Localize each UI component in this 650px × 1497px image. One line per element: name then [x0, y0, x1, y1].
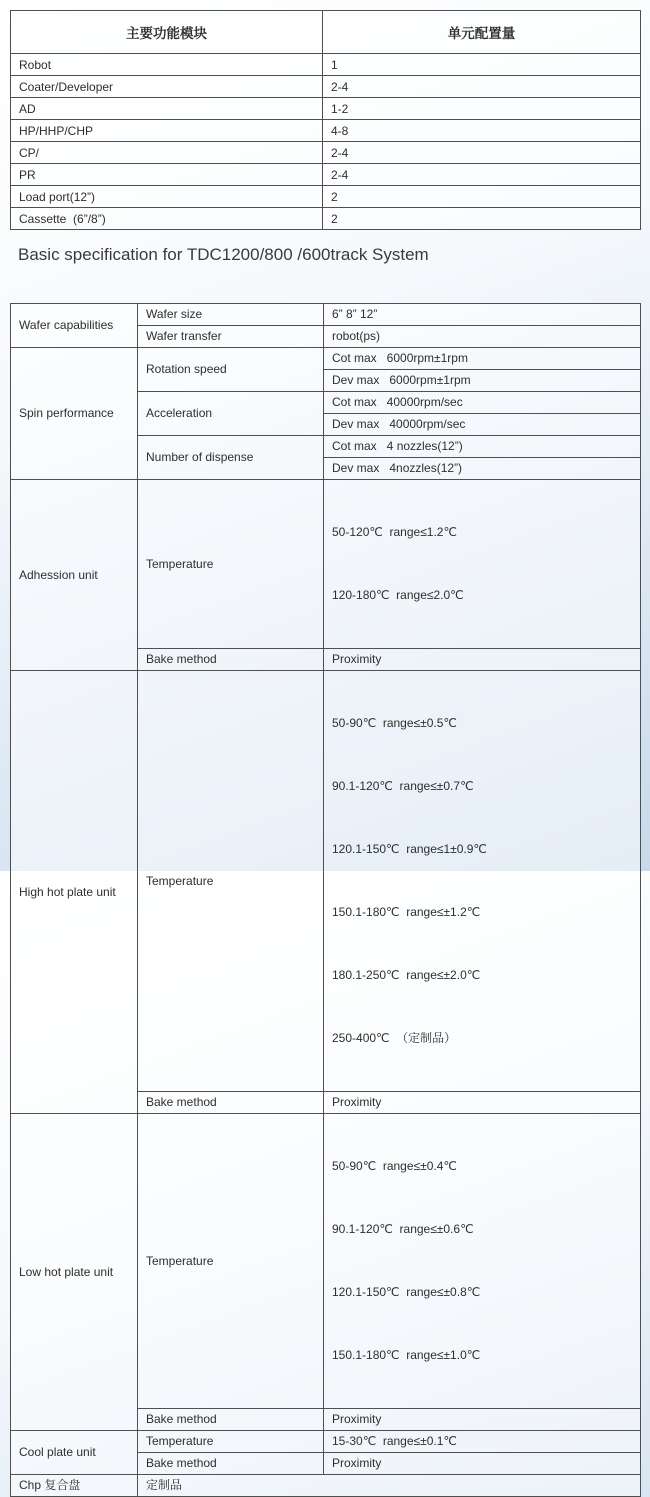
temp-line: 180.1-250℃ range≤±2.0℃: [332, 968, 481, 982]
module-name-cell: PR: [11, 164, 323, 186]
table-row: [11, 54, 641, 76]
temp-line: 120.1-150℃ range≤±0.8℃: [332, 1285, 481, 1299]
temp-line: 150.1-180℃ range≤±1.0℃: [332, 1348, 481, 1362]
value-cell: Dev max 6000rpm±1rpm: [324, 370, 641, 392]
module-qty-cell: 1: [323, 54, 641, 76]
module-qty-cell: 2: [323, 208, 641, 230]
module-name-cell: Load port(12”): [11, 186, 323, 208]
param-cell: Temperature: [138, 480, 324, 649]
table-row: [11, 164, 641, 186]
group-cell-adhession-unit: Adhession unit: [11, 480, 138, 671]
temp-line: 50-90℃ range≤±0.4℃: [332, 1159, 457, 1173]
table-row: [11, 480, 641, 649]
value-cell: robot(ps): [324, 326, 641, 348]
table-row: [11, 1114, 641, 1409]
value-cell: Dev max 40000rpm/sec: [324, 414, 641, 436]
group-cell-spin-performance: Spin performance: [11, 348, 138, 480]
module-name-cell: AD: [11, 98, 323, 120]
value-cell: Proximity: [324, 649, 641, 671]
module-name-cell: Cassette (6”/8”): [11, 208, 323, 230]
table-row: [11, 186, 641, 208]
param-cell: Number of dispense: [138, 436, 324, 480]
table-row: [11, 348, 641, 370]
param-cell: Rotation speed: [138, 348, 324, 392]
table-row: [11, 208, 641, 230]
page-title: Basic specification for TDC1200/800 /600track System: [18, 245, 429, 264]
value-cell: Proximity: [324, 1409, 641, 1431]
temp-line: 120-180℃ range≤2.0℃: [332, 588, 464, 602]
temp-line: 90.1-120℃ range≤±0.6℃: [332, 1222, 474, 1236]
table-row: [11, 304, 641, 326]
value-cell: Cot max 6000rpm±1rpm: [324, 348, 641, 370]
value-cell-multiline: [324, 671, 641, 1092]
param-cell: Temperature: [138, 1431, 324, 1453]
group-cell-high-hot-plate-unit: High hot plate unit: [11, 671, 138, 1114]
group-cell-chp: Chp 复合盘: [11, 1475, 138, 1497]
table-row: [11, 142, 641, 164]
value-cell: 6” 8” 12”: [324, 304, 641, 326]
param-cell: Temperature: [138, 671, 324, 1092]
param-cell: Bake method: [138, 649, 324, 671]
param-cell: Wafer size: [138, 304, 324, 326]
param-cell: Bake method: [138, 1409, 324, 1431]
modules-table: [10, 10, 641, 230]
module-name-cell: CP/: [11, 142, 323, 164]
param-cell: Bake method: [138, 1092, 324, 1114]
temp-line: 120.1-150℃ range≤1±0.9℃: [332, 842, 487, 856]
table-row: [11, 1475, 641, 1497]
temp-line: 90.1-120℃ range≤±0.7℃: [332, 779, 474, 793]
table-row: [11, 1431, 641, 1453]
module-qty-cell: 2: [323, 186, 641, 208]
value-cell: Cot max 4 nozzles(12”): [324, 436, 641, 458]
param-cell: Acceleration: [138, 392, 324, 436]
module-qty-cell: 4-8: [323, 120, 641, 142]
value-cell: Proximity: [324, 1092, 641, 1114]
modules-header-qty: 单元配置量: [323, 11, 641, 54]
param-cell: Wafer transfer: [138, 326, 324, 348]
value-cell: Cot max 40000rpm/sec: [324, 392, 641, 414]
module-qty-cell: 2-4: [323, 164, 641, 186]
module-qty-cell: 2-4: [323, 142, 641, 164]
module-qty-cell: 1-2: [323, 98, 641, 120]
group-cell-cool-plate-unit: Cool plate unit: [11, 1431, 138, 1475]
value-cell: 15-30℃ range≤±0.1℃: [324, 1431, 641, 1453]
temp-line: 250-400℃ （定制品）: [332, 1031, 457, 1045]
module-name-cell: HP/HHP/CHP: [11, 120, 323, 142]
value-cell: 定制品: [138, 1475, 641, 1497]
temp-line: 50-90℃ range≤±0.5℃: [332, 716, 457, 730]
value-cell: Dev max 4nozzles(12”): [324, 458, 641, 480]
modules-header-row: [11, 11, 641, 54]
table-row: [11, 76, 641, 98]
module-qty-cell: 2-4: [323, 76, 641, 98]
table-row: [11, 98, 641, 120]
temp-line: 150.1-180℃ range≤±1.2℃: [332, 905, 481, 919]
group-cell-wafer-capabilities: Wafer capabilities: [11, 304, 138, 348]
value-cell-multiline: [324, 1114, 641, 1409]
table-row: [11, 120, 641, 142]
table-row: [11, 671, 641, 1092]
value-cell: Proximity: [324, 1453, 641, 1475]
value-cell-multiline: [324, 480, 641, 649]
param-cell: Temperature: [138, 1114, 324, 1409]
temp-line: 50-120℃ range≤1.2℃: [332, 525, 457, 539]
group-cell-low-hot-plate-unit: Low hot plate unit: [11, 1114, 138, 1431]
param-cell: Bake method: [138, 1453, 324, 1475]
module-name-cell: Coater/Developer: [11, 76, 323, 98]
spec-table: [10, 303, 641, 1497]
modules-header-module: 主要功能模块: [11, 11, 323, 54]
module-name-cell: Robot: [11, 54, 323, 76]
